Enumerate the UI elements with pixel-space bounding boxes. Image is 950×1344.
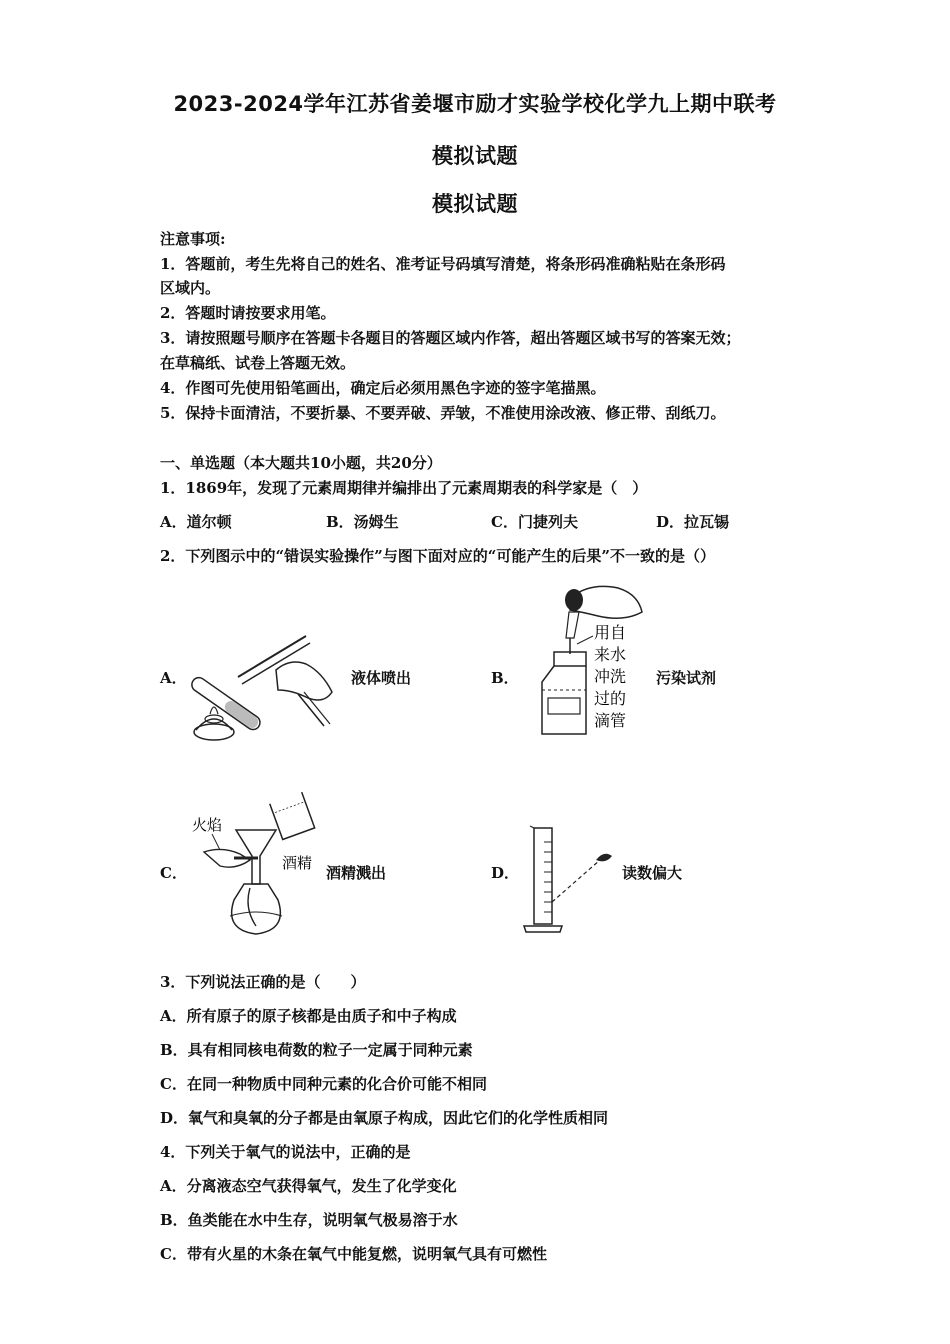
notice-item-4: 4．作图可先使用铅笔画出，确定后必须用黑色字迹的签字笔描黑。 bbox=[160, 379, 606, 397]
q3-option-d: D．氧气和臭氧的分子都是由氧原子构成，因此它们的化学性质相同 bbox=[160, 1109, 609, 1127]
q4-option-c: C．带有火星的木条在氧气中能复燃，说明氧气具有可燃性 bbox=[160, 1245, 547, 1263]
q2-d-result: 读数偏大 bbox=[622, 864, 683, 882]
dropper-reagent-bottle-figure bbox=[530, 578, 645, 738]
q1-stem: 1．1869年，发现了元素周期律并编排出了元素周期表的科学家是（ ） bbox=[160, 479, 648, 497]
q1-option-a: A．道尔顿 bbox=[160, 513, 232, 531]
graduated-cylinder-figure bbox=[520, 822, 620, 934]
exam-title-line2: 模拟试题 bbox=[432, 144, 518, 168]
notice-item-2: 2．答题时请按要求用笔。 bbox=[160, 304, 336, 322]
notice-item-1: 1．答题前，考生先将自己的姓名、准考证号码填写清楚，将条形码准确粘贴在条形码 bbox=[160, 255, 726, 273]
q4-option-a: A．分离液态空气获得氧气，发生了化学变化 bbox=[160, 1177, 457, 1195]
dropper-label-2: 来水 bbox=[594, 645, 627, 664]
notice-heading: 注意事项: bbox=[160, 230, 226, 248]
q2-d-letter: D． bbox=[491, 864, 520, 882]
q2-c-letter: C． bbox=[160, 864, 187, 882]
notice-item-1-cont: 区域内。 bbox=[160, 279, 221, 297]
q2-a-result: 液体喷出 bbox=[351, 669, 412, 687]
dropper-label-1: 用自 bbox=[594, 623, 627, 642]
exam-title-line3: 模拟试题 bbox=[432, 192, 518, 216]
q1-option-c: C．门捷列夫 bbox=[491, 513, 578, 531]
q3-option-c: C．在同一种物质中同种元素的化合价可能不相同 bbox=[160, 1075, 487, 1093]
q2-stem: 2．下列图示中的“错误实验操作”与图下面对应的“可能产生的后果”不一致的是（） bbox=[160, 547, 715, 565]
dropper-label-3: 冲洗 bbox=[594, 667, 627, 686]
q4-stem: 4．下列关于氧气的说法中，正确的是 bbox=[160, 1143, 411, 1161]
alcohol-label: 酒精 bbox=[282, 854, 313, 872]
q2-c-result: 酒精溅出 bbox=[326, 864, 387, 882]
heating-test-tube-figure bbox=[186, 622, 336, 744]
q1-option-b: B．汤姆生 bbox=[326, 513, 399, 531]
notice-item-5: 5．保持卡面清洁，不要折暴、不要弄破、弄皱，不准使用涂改液、修正带、刮纸刀。 bbox=[160, 404, 726, 422]
q2-a-letter: A． bbox=[160, 669, 187, 687]
alcohol-lamp-funnel-figure bbox=[190, 790, 330, 940]
dropper-label-5: 滴管 bbox=[594, 711, 627, 730]
exam-title-line1: 2023-2024学年江苏省姜堰市励才实验学校化学九上期中联考 bbox=[173, 92, 777, 116]
notice-item-3-cont: 在草稿纸、试卷上答题无效。 bbox=[160, 354, 356, 372]
notice-item-3: 3．请按照题号顺序在答题卡各题目的答题区域内作答，超出答题区域书写的答案无效； bbox=[160, 329, 741, 347]
q3-option-a: A．所有原子的原子核都是由质子和中子构成 bbox=[160, 1007, 457, 1025]
q2-b-result: 污染试剂 bbox=[656, 669, 717, 687]
q3-option-b: B．具有相同核电荷数的粒子一定属于同种元素 bbox=[160, 1041, 473, 1059]
q1-option-d: D．拉瓦锡 bbox=[656, 513, 730, 531]
q3-stem: 3．下列说法正确的是（ ） bbox=[160, 973, 366, 991]
flame-label: 火焰 bbox=[192, 816, 223, 834]
q2-b-letter: B． bbox=[491, 669, 519, 687]
dropper-label-4: 过的 bbox=[594, 689, 627, 708]
q4-option-b: B．鱼类能在水中生存，说明氧气极易溶于水 bbox=[160, 1211, 458, 1229]
section-heading: 一、单选题（本大题共10小题，共20分） bbox=[160, 454, 442, 472]
